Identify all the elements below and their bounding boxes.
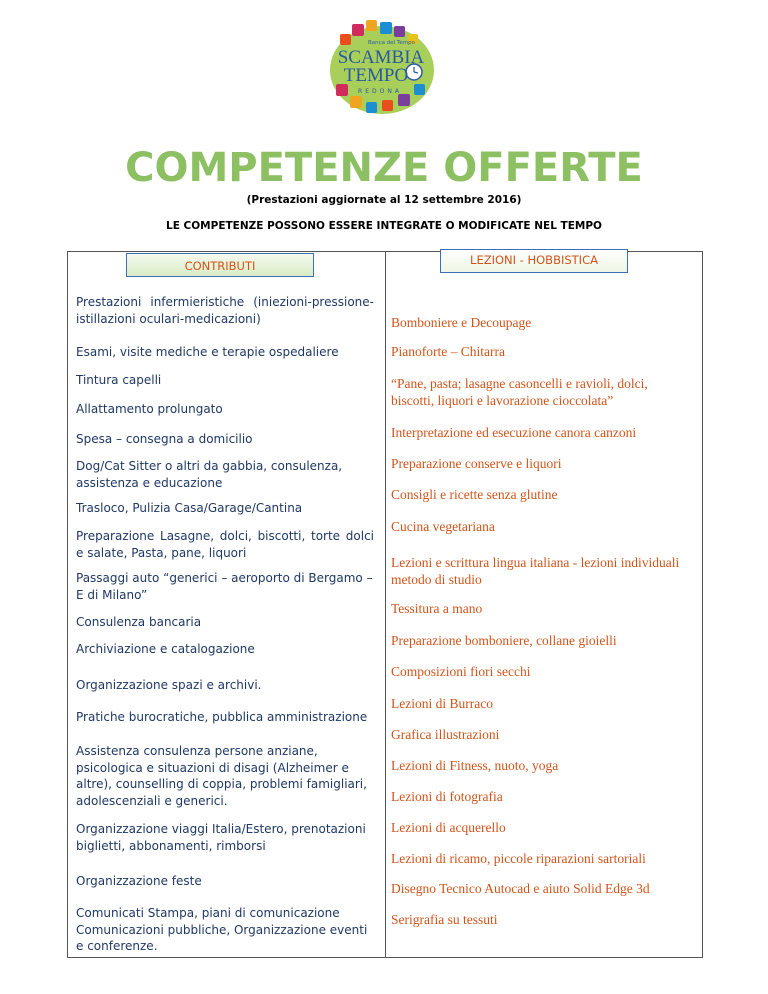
right-item: Preparazione bomboniere, collane gioielli: [391, 633, 617, 648]
left-item: Trasloco, Pulizia Casa/Garage/Cantina: [76, 501, 303, 515]
logo-top-text: Banca del Tempo: [368, 40, 415, 46]
right-item: Lezioni di acquerello: [391, 820, 506, 835]
right-item: Lezioni e scrittura lingua italiana - lezioni individuali metodo di studio: [391, 555, 680, 587]
left-item: Organizzazione feste: [76, 874, 202, 888]
left-item: Organizzazione spazi e archivi.: [76, 678, 262, 692]
right-item: “Pane, pasta; lasagne casoncelli e ravioli, dolci, biscotti, liquori e lavorazione cioccolata”: [391, 376, 648, 408]
left-item: Consulenza bancaria: [76, 615, 202, 629]
right-item: Serigrafia su tessuti: [391, 912, 498, 927]
left-item: Assistenza consulenza persone anziane, psicologica e situazioni di disagi (Alzheimer e altre), counselling di coppia, problemi famigliari, adolescenziali e generici.: [76, 744, 367, 808]
right-item: Grafica illustrazioni: [391, 727, 500, 742]
right-item: Pianoforte – Chitarra: [391, 344, 505, 359]
left-item: Tintura capelli: [76, 373, 162, 387]
column-header-lezioni-hobbistica: LEZIONI - HOBBISTICA: [440, 249, 628, 273]
left-item: Allattamento prolungato: [76, 402, 223, 416]
right-item: Lezioni di Burraco: [391, 696, 493, 711]
right-item: Composizioni fiori secchi: [391, 664, 531, 679]
left-item: Preparazione Lasagne, dolci, biscotti, torte dolci e salate, Pasta, pane, liquori: [76, 529, 374, 560]
left-item: Esami, visite mediche e terapie ospedaliere: [76, 345, 339, 359]
right-item: Bomboniere e Decoupage: [391, 315, 532, 330]
right-item: Lezioni di Fitness, nuoto, yoga: [391, 758, 559, 773]
right-item: Disegno Tecnico Autocad e aiuto Solid Edge 3d: [391, 881, 650, 896]
left-item: Comunicati Stampa, piani di comunicazione Comunicazioni pubbliche, Organizzazione eventi e conferenze.: [76, 906, 368, 953]
right-item: Lezioni di ricamo, piccole riparazioni sartoriali: [391, 851, 646, 866]
left-item: Dog/Cat Sitter o altri da gabbia, consulenza, assistenza e educazione: [76, 459, 343, 490]
scambia-tempo-logo: [318, 18, 444, 118]
right-item: Lezioni di fotografia: [391, 789, 503, 804]
left-item: Organizzazione viaggi Italia/Estero, prenotazioni biglietti, abbonamenti, rimborsi: [76, 822, 366, 853]
right-item: Preparazione conserve e liquori: [391, 456, 562, 471]
logo-name-line2: TEMPO: [343, 65, 409, 86]
puzzle-logo-graphic: [318, 18, 444, 118]
right-item: Interpretazione ed esecuzione canora canzoni: [391, 425, 637, 440]
column-divider: [385, 251, 386, 958]
right-item: Cucina vegetariana: [391, 519, 495, 534]
left-item: Archiviazione e catalogazione: [76, 642, 255, 656]
logo-place: REDONA: [358, 88, 402, 95]
page-title: COMPETENZE OFFERTE: [125, 145, 643, 191]
page-subtitle: (Prestazioni aggiornate al 12 settembre 2016): [246, 194, 522, 206]
left-item: Passaggi auto “generici – aeroporto di Bergamo – E di Milano”: [76, 571, 373, 602]
left-item: Prestazioni infermieristiche (iniezioni-pressione-istillazioni oculari-medicazioni): [76, 295, 374, 326]
page-note: LE COMPETENZE POSSONO ESSERE INTEGRATE O MODIFICATE NEL TEMPO: [166, 220, 602, 232]
column-header-contributi: CONTRIBUTI: [126, 253, 314, 277]
left-item: Spesa – consegna a domicilio: [76, 432, 253, 446]
logo-name-line1: SCAMBIA: [337, 47, 425, 68]
left-item: Pratiche burocratiche, pubblica amministrazione: [76, 710, 368, 724]
right-item: Consigli e ricette senza glutine: [391, 487, 558, 502]
right-item: Tessitura a mano: [391, 601, 483, 616]
